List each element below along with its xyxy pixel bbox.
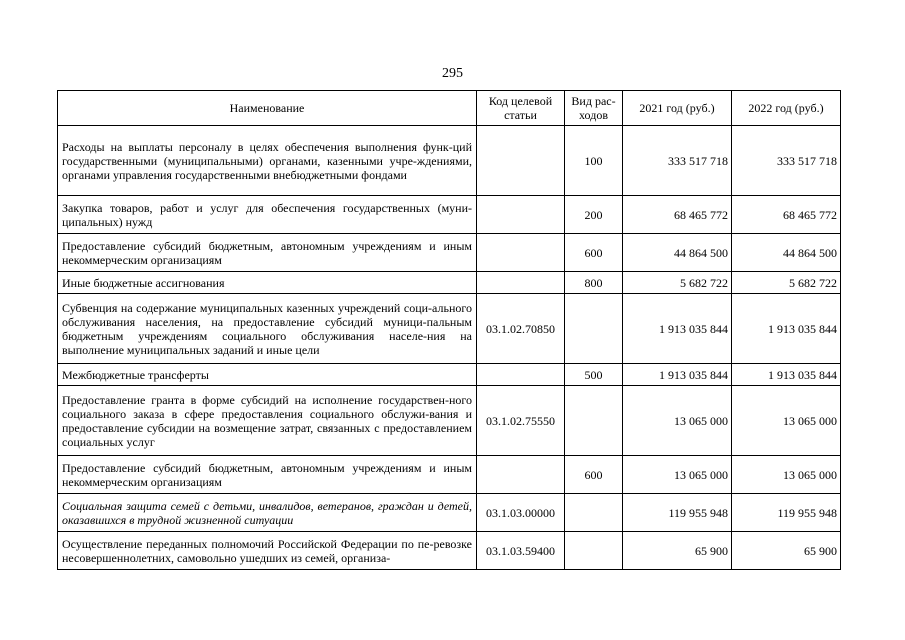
row-code: 03.1.02.75550 (477, 386, 565, 456)
row-2022: 1 913 035 844 (732, 294, 841, 364)
row-code (477, 126, 565, 196)
row-2022: 119 955 948 (732, 494, 841, 532)
row-name: Субвенция на содержание муниципальных казенных учреждений соци-ального обслуживания населения, на предоставление субсидий муници-пальным бюджетным учреждениям социального обслуживания населе-ния на выполнение муниципальных заданий и иные цели (58, 294, 477, 364)
table-row (58, 494, 841, 532)
table-row (58, 126, 841, 196)
row-code (477, 272, 565, 294)
row-2021: 68 465 772 (623, 196, 732, 234)
row-code (477, 234, 565, 272)
row-2022: 13 065 000 (732, 386, 841, 456)
row-name: Предоставление субсидий бюджетным, автономным учреждениям и иным некоммерческим организациям (58, 234, 477, 272)
table-row (58, 456, 841, 494)
row-type (565, 386, 623, 456)
row-name: Предоставление гранта в форме субсидий на исполнение государствен-ного социального заказа в сфере предоставления социального обслужи-вания и предоставление субсидии на возмещение затрат, связанных с предоставлением социальных услуг (58, 386, 477, 456)
table-row (58, 272, 841, 294)
row-2021: 119 955 948 (623, 494, 732, 532)
row-2022: 1 913 035 844 (732, 364, 841, 386)
row-2021: 1 913 035 844 (623, 364, 732, 386)
row-2021: 5 682 722 (623, 272, 732, 294)
row-2021: 65 900 (623, 532, 732, 570)
row-name: Осуществление переданных полномочий Российской Федерации по пе-ревозке несовершеннолетних, самовольно ушедших из семей, организа- (58, 532, 477, 570)
row-name: Межбюджетные трансферты (58, 364, 477, 386)
row-2022: 44 864 500 (732, 234, 841, 272)
table-body (58, 126, 841, 570)
row-code (477, 196, 565, 234)
row-2022: 68 465 772 (732, 196, 841, 234)
row-2022: 65 900 (732, 532, 841, 570)
row-type (565, 294, 623, 364)
header-row (58, 91, 841, 126)
row-2021: 333 517 718 (623, 126, 732, 196)
table-row (58, 386, 841, 456)
header-code: Код целевой статьи (477, 91, 565, 126)
row-2021: 1 913 035 844 (623, 294, 732, 364)
table-row (58, 234, 841, 272)
row-name: Предоставление субсидий бюджетным, автономным учреждениям и иным некоммерческим организациям (58, 456, 477, 494)
table-header (58, 91, 841, 126)
table-row (58, 364, 841, 386)
row-2022: 5 682 722 (732, 272, 841, 294)
row-code (477, 456, 565, 494)
row-type: 800 (565, 272, 623, 294)
row-code: 03.1.02.70850 (477, 294, 565, 364)
row-2021: 13 065 000 (623, 456, 732, 494)
header-type: Вид рас-ходов (565, 91, 623, 126)
row-type: 600 (565, 234, 623, 272)
row-2021: 13 065 000 (623, 386, 732, 456)
table-row (58, 294, 841, 364)
row-code (477, 364, 565, 386)
row-type (565, 532, 623, 570)
row-type (565, 494, 623, 532)
row-type: 100 (565, 126, 623, 196)
row-name: Иные бюджетные ассигнования (58, 272, 477, 294)
row-name: Расходы на выплаты персоналу в целях обеспечения выполнения функ-ций государственными (муниципальными) органами, казенными учре-ждениями, органами управления государственными внебюджетными фондами (58, 126, 477, 196)
row-2022: 13 065 000 (732, 456, 841, 494)
budget-table (57, 90, 841, 570)
header-2022: 2022 год (руб.) (732, 91, 841, 126)
row-2021: 44 864 500 (623, 234, 732, 272)
row-2022: 333 517 718 (732, 126, 841, 196)
header-2021: 2021 год (руб.) (623, 91, 732, 126)
row-code: 03.1.03.00000 (477, 494, 565, 532)
table-row (58, 532, 841, 570)
row-type: 600 (565, 456, 623, 494)
row-type: 500 (565, 364, 623, 386)
row-type: 200 (565, 196, 623, 234)
table-row (58, 196, 841, 234)
header-name: Наименование (58, 91, 477, 126)
row-name: Закупка товаров, работ и услуг для обеспечения государственных (муни-ципальных) нужд (58, 196, 477, 234)
row-code: 03.1.03.59400 (477, 532, 565, 570)
page-number: 295 (442, 66, 463, 81)
row-name: Социальная защита семей с детьми, инвалидов, ветеранов, граждан и детей, оказавшихся в трудной жизненной ситуации (58, 494, 477, 532)
